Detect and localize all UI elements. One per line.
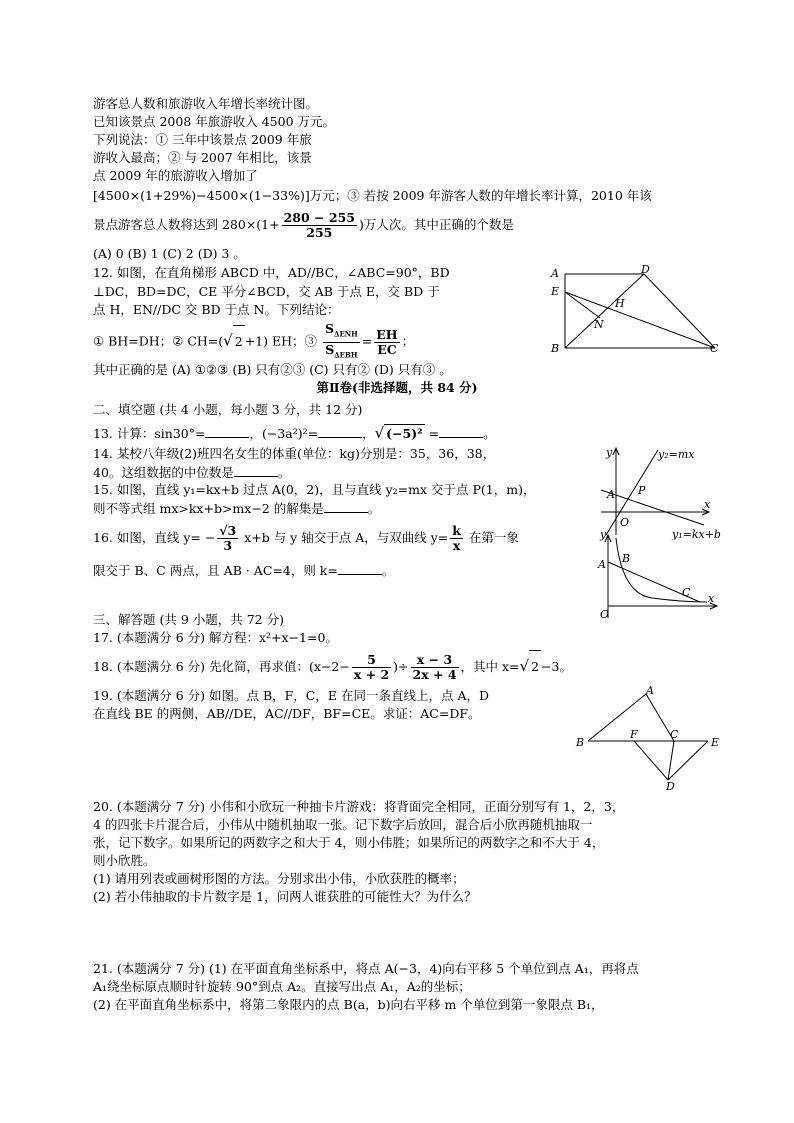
q15-label-p: P: [638, 484, 646, 497]
q12-trapezoid-figure: [545, 262, 725, 358]
q12-label-c: C: [710, 342, 719, 355]
q20-line6: (2) 若小伟抽取的卡片数字是 1，问两人谁获胜的可能性大？为什么？: [93, 889, 477, 904]
q19-label-a: A: [646, 684, 654, 697]
q18: 18. (本题满分 6 分) 先化简，再求值：(x−2− $\frac{5}{x + 2}$ )÷ $\frac{x - 3}{2x + 4}$ ，其中 x=√ 2 −3。: [93, 652, 572, 682]
q21-line1: 21. (本题满分 7 分) (1) 在平面直角坐标系中，将点 A(−3，4)向右平移 5 个单位到点 A₁，再将点: [93, 961, 639, 976]
q13: 13. 计算：sin30°= ，(−3a²)²= ，√ (−5)² = 。: [93, 424, 496, 442]
q19-label-d: D: [666, 780, 675, 792]
q16-line2: 限交于 B、C 两点，且 AB · AC=4，则 k= 。: [93, 563, 395, 578]
q14-blank[interactable]: [234, 464, 278, 477]
q13-blank-3[interactable]: [439, 425, 483, 438]
q20-line2: 4 的四张卡片混合后，小伟从中随机抽取一张。记下数字后放回，混合后小欣再随机抽取一: [93, 817, 593, 832]
q13-blank-2[interactable]: [318, 425, 362, 438]
q19-line2: 在直线 BE 的两侧，AB//DE，AC//DF，BF=CE。求证：AC=DF。: [93, 706, 481, 721]
q11-line6: [4500×(1+29%)−4500×(1−33%)]万元；③ 若按 2009 年游客人数的年增长率计算，2010 年该: [93, 188, 652, 203]
q15-label-y1: y₁=kx+b: [672, 528, 721, 540]
part2-title: 第Ⅱ卷(非选择题，共 84 分): [316, 380, 478, 395]
q11-options: (A) 0 (B) 1 (C) 2 (D) 3 。: [93, 246, 246, 261]
q20-line3: 张，记下数字。如果所记的两数字之和大于 4，则小伟胜；如果所记的两数字之和不大于 4，: [93, 835, 605, 850]
q11-line5: 点 2009 年的旅游收入增加了: [93, 168, 258, 183]
q15-label-x: x: [704, 498, 711, 511]
q15-line1: 15. 如图，直线 y₁=kx+b 过点 A(0，2)，且与直线 y₂=mx 交于点 P(1，m)，: [93, 482, 536, 497]
q16-hyperbola-figure: [592, 528, 724, 624]
q11-line3: 下列说法：① 三年中该景点 2009 年旅: [93, 132, 312, 147]
q14-line1: 14. 某校八年级(2)班四名女生的体重(单位：kg)分别是：35，36，38，: [93, 446, 496, 461]
q12-label-d: D: [641, 263, 650, 276]
q16-hyperbola-curve: [616, 538, 707, 602]
q15-blank[interactable]: [324, 500, 368, 513]
q12-label-e: E: [551, 285, 560, 298]
q11-line1: 游客总人数和旅游收入年增长率统计图。: [93, 96, 319, 111]
q19-triangles-figure: [572, 684, 722, 792]
q16-label-c: C: [682, 586, 691, 599]
q19-label-c: C: [670, 728, 679, 741]
q16-label-y: y: [600, 528, 607, 541]
q17: 17. (本题满分 6 分) 解方程：x²+x−1=0。: [93, 630, 338, 645]
q11-line2: 已知该景点 2008 年旅游收入 4500 万元。: [93, 114, 336, 129]
q12-label-h: H: [615, 297, 625, 310]
section2-heading: 二、填空题 (共 4 小题，每小题 3 分，共 12 分): [93, 402, 363, 417]
q19-label-e: E: [711, 736, 720, 749]
q12-label-n: N: [594, 318, 604, 331]
q15-label-y: y: [606, 446, 613, 459]
q12-line5: 其中正确的是 (A) ①②③ (B) 只有②③ (C) 只有② (D) 只有③ 。: [93, 362, 452, 377]
q21-line3: (2) 在平面直角坐标系中，将第二象限内的点 B(a，b)向右平移 m 个单位到第一象限点 B₁，: [93, 997, 604, 1012]
q12-line3: 点 H，EN//DC 交 BD 于点 N。下列结论：: [93, 302, 340, 317]
q12-segment-dc: [644, 274, 715, 348]
q14-line2: 40。这组数据的中位数是 。: [93, 465, 291, 480]
q19-line1: 19. (本题满分 6 分) 如图。点 B，F，C，E 在同一条直线上，点 A，D: [93, 688, 489, 703]
q11-line4: 游收入最高；② 与 2007 年相比，该景: [93, 150, 312, 165]
q19-label-f: F: [630, 728, 638, 741]
q16-label-x: x: [708, 592, 715, 605]
q11-line7: 景点游客总人数将达到 280×(1+ $\frac{280 - 255}{255}$ )万人次。其中正确的个数是: [93, 210, 514, 240]
q19-segment-de: [668, 741, 708, 780]
q12-segment-en: [565, 292, 600, 318]
q20-line1: 20. (本题满分 7 分) 小伟和小欣玩一种抽卡片游戏：将背面完全相同，正面分别写有 1，2，3，: [93, 799, 625, 814]
q20-line4: 则小欣胜。: [93, 853, 156, 868]
q15-label-y2: y₂=mx: [658, 448, 695, 461]
q16-blank[interactable]: [338, 562, 382, 575]
q15-label-o: O: [620, 516, 630, 529]
q13-blank-1[interactable]: [205, 425, 249, 438]
q15-line2: 则不等式组 mx>kx+b>mx−2 的解集是 。: [93, 501, 381, 516]
q15-lines-figure: [596, 440, 726, 540]
q21-line2: A₁绕坐标原点顺时针旋转 90°到点 A₂。直接写出点 A₁，A₂的坐标；: [93, 979, 471, 994]
q15-label-a: A: [607, 488, 615, 501]
q16-line1: 16. 如图，直线 y= − $\frac{√3}{3}$ x+b 与 y 轴交于点 A，与双曲线 y= $\frac{k}{x}$ 在第一象: [93, 523, 519, 553]
q16-label-o: O: [600, 608, 610, 621]
q12-label-a: A: [551, 267, 559, 280]
q19-segment-cd: [668, 741, 674, 780]
q16-label-b: B: [622, 552, 631, 565]
q12-line4: ① BH=DH；② CH=(√ 2 +1) EH；③ $\frac{S_{\Delta ENH}}{S_{\Delta EBH}}$ = $\frac{EH}{EC}$ ；: [93, 321, 415, 359]
q12-segment-ec: [565, 292, 715, 348]
q19-segment-fd: [634, 741, 668, 780]
q12-line1: 12. 如图，在直角梯形 ABCD 中，AD//BC，∠ABC=90°，BD: [93, 265, 450, 280]
q12-segment-bd: [565, 274, 644, 348]
q12-line2: ⊥DC，BD=DC，CE 平分∠BCD，交 AB 于点 E，交 BD 于: [93, 284, 440, 299]
q20-line5: (1) 请用列表或画树形图的方法。分别求出小伟，小欣获胜的概率；: [93, 871, 465, 886]
section3-heading: 三、解答题 (共 9 小题，共 72 分): [93, 612, 284, 627]
q16-label-a: A: [598, 558, 606, 571]
q19-label-b: B: [576, 736, 585, 749]
q12-label-b: B: [551, 342, 560, 355]
